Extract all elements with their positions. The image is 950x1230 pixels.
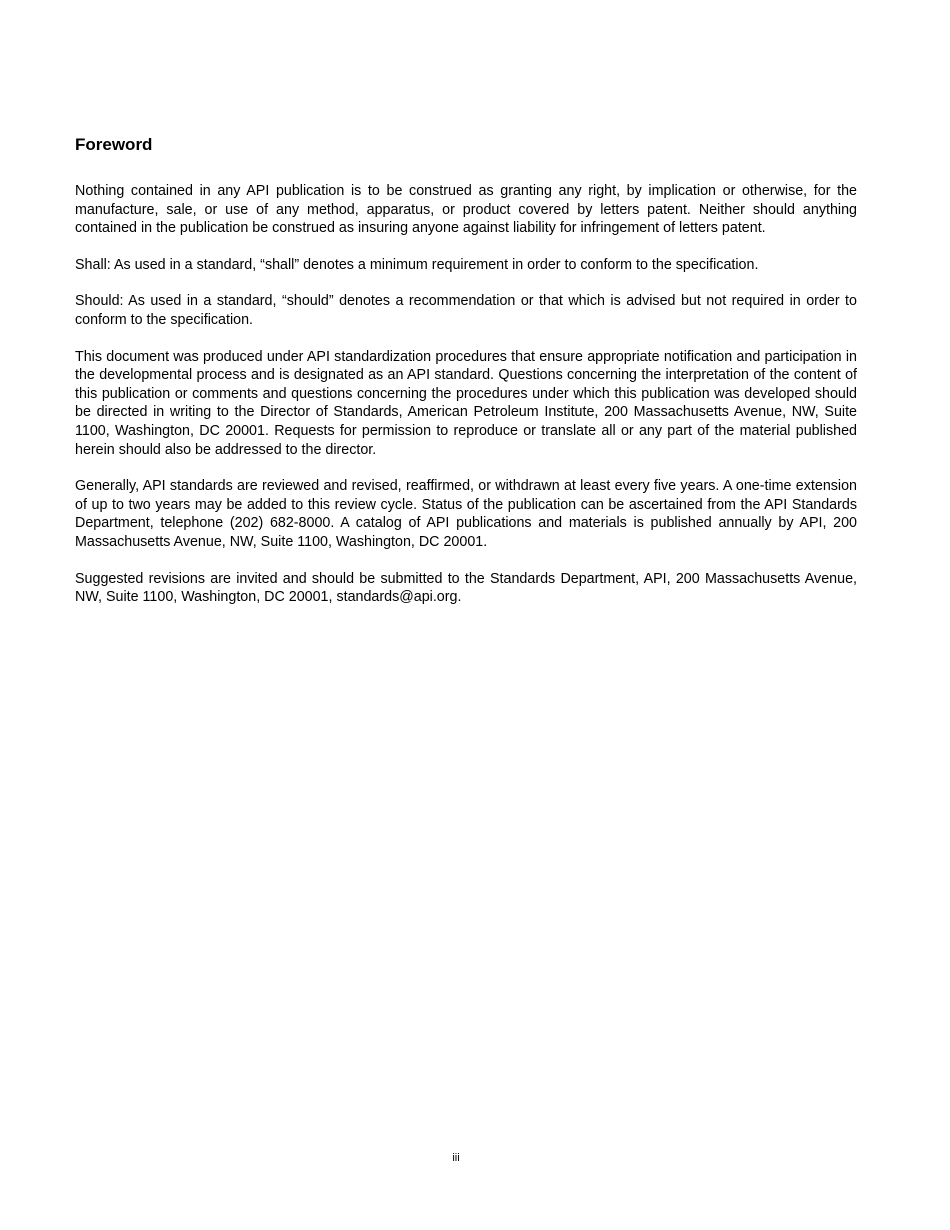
paragraph-review-cycle: Generally, API standards are reviewed and revised, reaffirmed, or withdrawn at least every five years. A one-time extension of up to two years may be added to this review cycle. Status of the publication can be ascertained from the API Standards Department, telephone (202) 682-8000. A catalog of API publications and materials is published annually by API, 200 Massachusetts Avenue, NW, Suite 1100, Washington, DC 20001. (75, 478, 857, 550)
page-title: Foreword (75, 135, 153, 154)
page-number: iii (452, 1152, 460, 1164)
paragraph-suggested-revisions: Suggested revisions are invited and should be submitted to the Standards Department, API, 200 Massachusetts Avenue, NW, Suite 1100, Washington, DC 20001, standards@api.org. (75, 570, 857, 606)
paragraph-shall-definition: Shall: As used in a standard, “shall” denotes a minimum requirement in order to conform to the specification. (75, 256, 759, 273)
paragraph-should-definition: Should: As used in a standard, “should” denotes a recommendation or that which is advised but not required in order to conform to the specification. (75, 293, 857, 328)
paragraph-standardization-procedures: This document was produced under API standardization procedures that ensure appropriate notification and participation in the developmental process and is designated as an API standard. Questions concerning the interpretation of the content of this publication or comments and questions concerning the procedures under which this publication was developed should be directed in writing to the Director of Standards, American Petroleum Institute, 200 Massachusetts Avenue, NW, Suite 1100, Washington, DC 20001. Requests for permission to reproduce or translate all or any part of the material published herein should also be addressed to the director. (75, 348, 857, 458)
paragraph-patent-disclaimer: Nothing contained in any API publication is to be construed as granting any right, by implication or otherwise, for the manufacture, sale, or use of any method, apparatus, or product covered by letters patent. Neither should anything contained in the publication be construed as insuring anyone against liability for infringement of letters patent. (75, 183, 857, 237)
document-body (75, 182, 857, 625)
